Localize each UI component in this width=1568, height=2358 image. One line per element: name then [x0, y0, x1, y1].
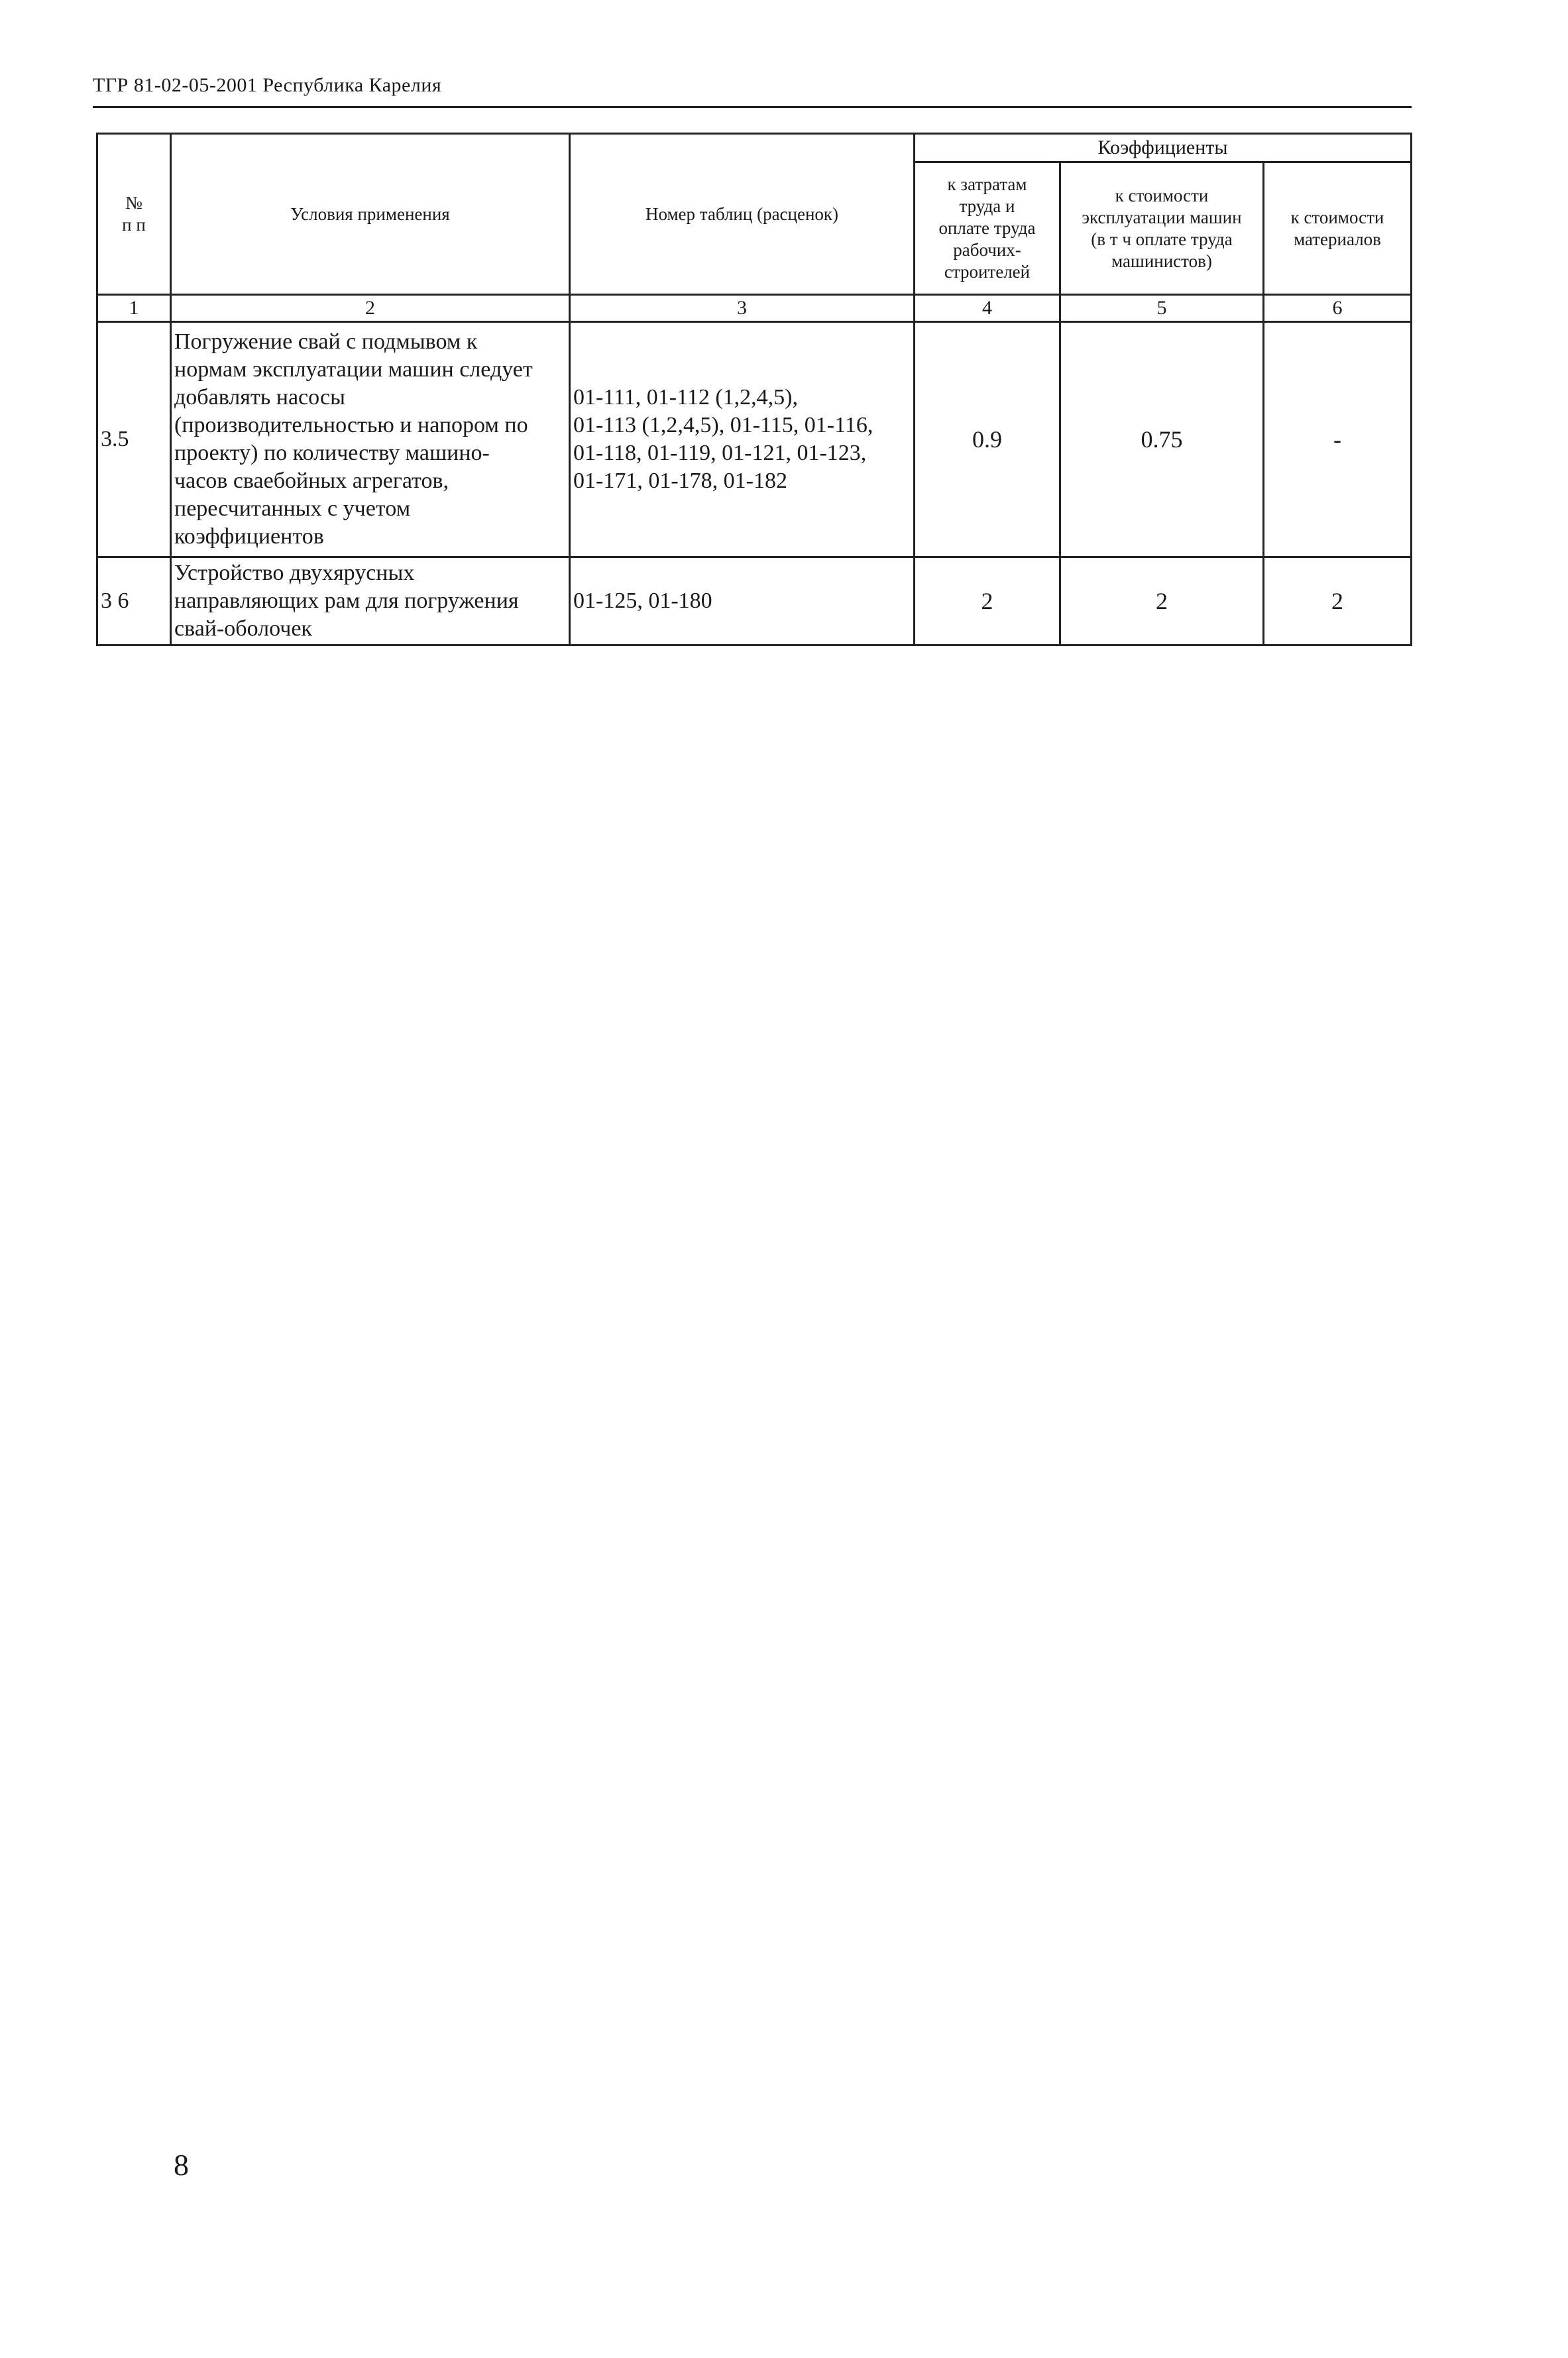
header-machines-coefficient: к стоимости эксплуатации машин (в т ч оплате труда машинистов) — [1060, 162, 1264, 295]
column-number: 4 — [915, 295, 1060, 322]
row-materials-coefficient: 2 — [1264, 557, 1412, 646]
header-num: № п п — [97, 134, 171, 295]
coefficients-table — [96, 133, 1412, 646]
row-materials-coefficient: - — [1264, 322, 1412, 557]
column-number: 5 — [1060, 295, 1264, 322]
header-materials-coefficient: к стоимости материалов — [1264, 162, 1412, 295]
table-row — [97, 322, 1412, 557]
column-number: 3 — [570, 295, 915, 322]
row-table-numbers: 01-125, 01-180 — [570, 557, 915, 646]
document-title: ТГР 81-02-05-2001 Республика Карелия — [93, 74, 442, 96]
column-number: 6 — [1264, 295, 1412, 322]
row-number: 3 6 — [97, 557, 171, 646]
row-labor-coefficient: 2 — [915, 557, 1060, 646]
header-coefficients-group: Коэффициенты — [915, 134, 1412, 162]
row-machines-coefficient: 0.75 — [1060, 322, 1264, 557]
row-table-numbers: 01-111, 01-112 (1,2,4,5), 01-113 (1,2,4,5), 01-115, 01-116, 01-118, 01-119, 01-121, 01-123, 01-171, 01-178, 01-182 — [570, 322, 915, 557]
header-table-numbers: Номер таблиц (расценок) — [570, 134, 915, 295]
row-number: 3.5 — [97, 322, 171, 557]
row-conditions: Погружение свай с подмывом к нормам эксплуатации машин следует добавлять насосы (производительностью и напором по проекту) по количеству машино- часов сваебойных агрегатов, пересчитанных с учетом коэффициентов — [171, 322, 570, 557]
header-conditions: Условия применения — [171, 134, 570, 295]
page-number: 8 — [174, 2148, 189, 2182]
column-number-row — [97, 295, 1412, 322]
row-labor-coefficient: 0.9 — [915, 322, 1060, 557]
row-machines-coefficient: 2 — [1060, 557, 1264, 646]
column-number: 2 — [171, 295, 570, 322]
header-labor-coefficient: к затратам труда и оплате труда рабочих- строителей — [915, 162, 1060, 295]
column-number: 1 — [97, 295, 171, 322]
table-row — [97, 557, 1412, 646]
header-divider — [93, 106, 1412, 108]
row-conditions: Устройство двухярусных направляющих рам для погружения свай-оболочек — [171, 557, 570, 646]
